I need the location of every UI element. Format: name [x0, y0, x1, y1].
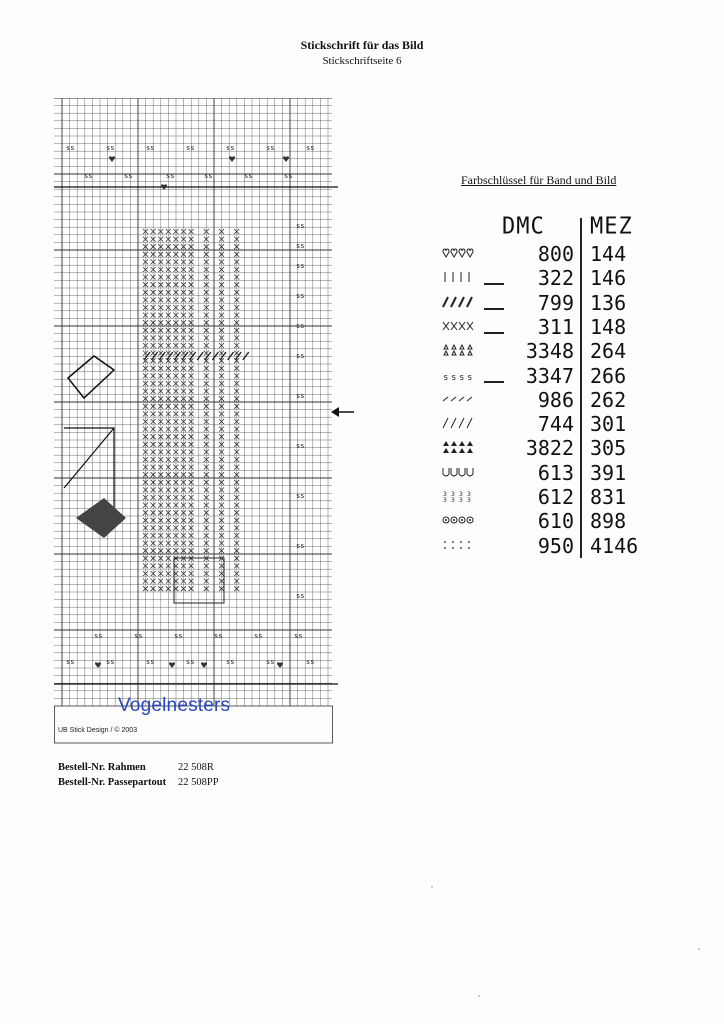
- svg-text:ss: ss: [296, 392, 305, 400]
- triangle-small-symbol-icon: [440, 343, 484, 357]
- color-key-row: [440, 364, 670, 386]
- copyright-note: UB Stick Design / © 2003: [58, 727, 138, 734]
- svg-text:ss: ss: [106, 144, 115, 152]
- color-key-row: [440, 412, 670, 437]
- svg-text:ss: ss: [266, 144, 275, 152]
- center-arrow-icon: [331, 405, 355, 419]
- color-key-row: [440, 242, 670, 264]
- color-key-table: [440, 214, 670, 564]
- svg-text:ss: ss: [106, 658, 115, 666]
- svg-text:ss: ss: [226, 658, 235, 666]
- mez-number: 146: [590, 266, 627, 291]
- dmc-number: 744: [537, 412, 574, 437]
- svg-text:ss: ss: [226, 144, 235, 152]
- dmc-number: 612: [537, 485, 574, 509]
- dmc-column-header: DMC: [502, 213, 545, 240]
- svg-text:ss: ss: [254, 632, 263, 640]
- mez-number: 898: [590, 509, 627, 534]
- svg-text:3: 3: [451, 491, 455, 498]
- dash-diagonal-symbol-icon: [440, 392, 484, 406]
- mez-number: 264: [590, 339, 627, 364]
- svg-text:ss: ss: [166, 172, 175, 180]
- svg-text:ss: ss: [94, 632, 103, 640]
- slash-symbol-icon: [440, 416, 484, 430]
- scan-speck: [698, 948, 700, 950]
- svg-text:ss: ss: [124, 172, 133, 180]
- svg-text:ss: ss: [296, 292, 305, 300]
- mez-number: 831: [590, 485, 627, 509]
- page-title: Stickschrift für das Bild: [300, 38, 424, 52]
- mez-number: 144: [590, 242, 627, 266]
- svg-text:3: 3: [467, 491, 471, 498]
- mez-number: 262: [590, 387, 627, 412]
- dmc-number: 986: [537, 387, 574, 412]
- svg-text:ss: ss: [296, 492, 305, 500]
- mez-column-header: MEZ: [590, 213, 633, 240]
- dmc-number: 3347: [525, 363, 574, 388]
- dmc-number: 799: [537, 290, 574, 315]
- three-symbol-icon: [440, 489, 484, 503]
- order-value: 22 508PP: [178, 777, 219, 788]
- color-key-row: [440, 291, 670, 313]
- circle-symbol-icon: [440, 513, 484, 527]
- color-key-row: [440, 461, 670, 483]
- svg-text:ss: ss: [66, 144, 75, 152]
- order-number-frame: [58, 762, 214, 773]
- svg-text:ss: ss: [296, 322, 305, 330]
- svg-text:3: 3: [443, 491, 447, 498]
- color-key-row: [440, 388, 670, 410]
- svg-text:ss: ss: [296, 542, 305, 550]
- svg-text:3: 3: [451, 497, 455, 503]
- svg-text:3: 3: [443, 497, 447, 503]
- scan-speck: [431, 886, 433, 888]
- svg-text:s: s: [467, 372, 473, 382]
- svg-text:ss: ss: [296, 442, 305, 450]
- svg-text:s: s: [443, 372, 449, 382]
- diagonal-hatch-symbol-icon: [440, 295, 484, 309]
- svg-text:ss: ss: [306, 658, 315, 666]
- mez-number: 301: [590, 412, 627, 437]
- svg-text:ss: ss: [66, 658, 75, 666]
- svg-text:ss: ss: [244, 172, 253, 180]
- svg-text:3: 3: [459, 491, 463, 498]
- mez-number: 266: [590, 363, 627, 388]
- dmc-number: 950: [537, 533, 574, 558]
- dmc-number: 613: [537, 460, 574, 485]
- svg-text:s: s: [459, 372, 465, 382]
- color-key-row: [440, 534, 670, 556]
- mez-number: 4146: [590, 533, 639, 558]
- color-key-row: [440, 315, 670, 337]
- triangle-symbol-icon: [440, 440, 484, 454]
- svg-text:ss: ss: [146, 144, 155, 152]
- chart-caption: Vogelnesters: [118, 695, 231, 716]
- svg-text:ss: ss: [296, 242, 305, 250]
- order-number-passepartout: [58, 777, 219, 788]
- s-symbol-icon: [440, 368, 484, 382]
- dmc-number: 800: [537, 242, 574, 266]
- dmc-number: 322: [537, 266, 574, 291]
- svg-text:ss: ss: [296, 222, 305, 230]
- color-key-row: [440, 436, 670, 461]
- vertical-bars-symbol-icon: [440, 270, 484, 284]
- color-key-row: [440, 266, 670, 291]
- page-subtitle: Stickschriftseite 6: [322, 55, 402, 67]
- svg-text:3: 3: [459, 497, 463, 503]
- order-label: Bestell-Nr. Rahmen: [58, 762, 146, 773]
- dmc-number: 3822: [525, 436, 574, 461]
- mez-number: 136: [590, 290, 627, 315]
- dmc-number: 3348: [525, 339, 574, 364]
- dmc-number: 610: [537, 509, 574, 534]
- svg-text:ss: ss: [296, 592, 305, 600]
- svg-text:ss: ss: [296, 262, 305, 270]
- color-key-title: Farbschlüssel für Band und Bild: [461, 173, 617, 187]
- svg-text:ss: ss: [294, 632, 303, 640]
- svg-text:ss: ss: [84, 172, 93, 180]
- svg-text:ss: ss: [306, 144, 315, 152]
- u-symbol-icon: [440, 465, 484, 479]
- color-key-row: [440, 509, 670, 534]
- scan-speck: [478, 995, 480, 997]
- svg-text:3: 3: [467, 497, 471, 503]
- svg-text:ss: ss: [204, 172, 213, 180]
- svg-text:ss: ss: [186, 144, 195, 152]
- svg-text:ss: ss: [134, 632, 143, 640]
- svg-text:ss: ss: [186, 658, 195, 666]
- svg-text:ss: ss: [174, 632, 183, 640]
- svg-text:s: s: [451, 372, 457, 382]
- dmc-number: 311: [537, 314, 574, 339]
- order-value: 22 508R: [178, 762, 214, 773]
- mez-number: 148: [590, 314, 627, 339]
- dot-symbol-icon: [440, 538, 484, 552]
- mez-number: 305: [590, 436, 627, 461]
- svg-text:ss: ss: [266, 658, 275, 666]
- cross-symbol-icon: [440, 319, 484, 333]
- svg-text:ss: ss: [296, 352, 305, 360]
- color-key-row: [440, 485, 670, 507]
- color-key-row: [440, 339, 670, 364]
- cross-stitch-chart: [54, 98, 338, 744]
- order-label: Bestell-Nr. Passepartout: [58, 777, 167, 788]
- heart-symbol-icon: [440, 246, 484, 260]
- svg-text:ss: ss: [284, 172, 293, 180]
- svg-text:ss: ss: [214, 632, 223, 640]
- mez-number: 391: [590, 460, 627, 485]
- svg-text:ss: ss: [146, 658, 155, 666]
